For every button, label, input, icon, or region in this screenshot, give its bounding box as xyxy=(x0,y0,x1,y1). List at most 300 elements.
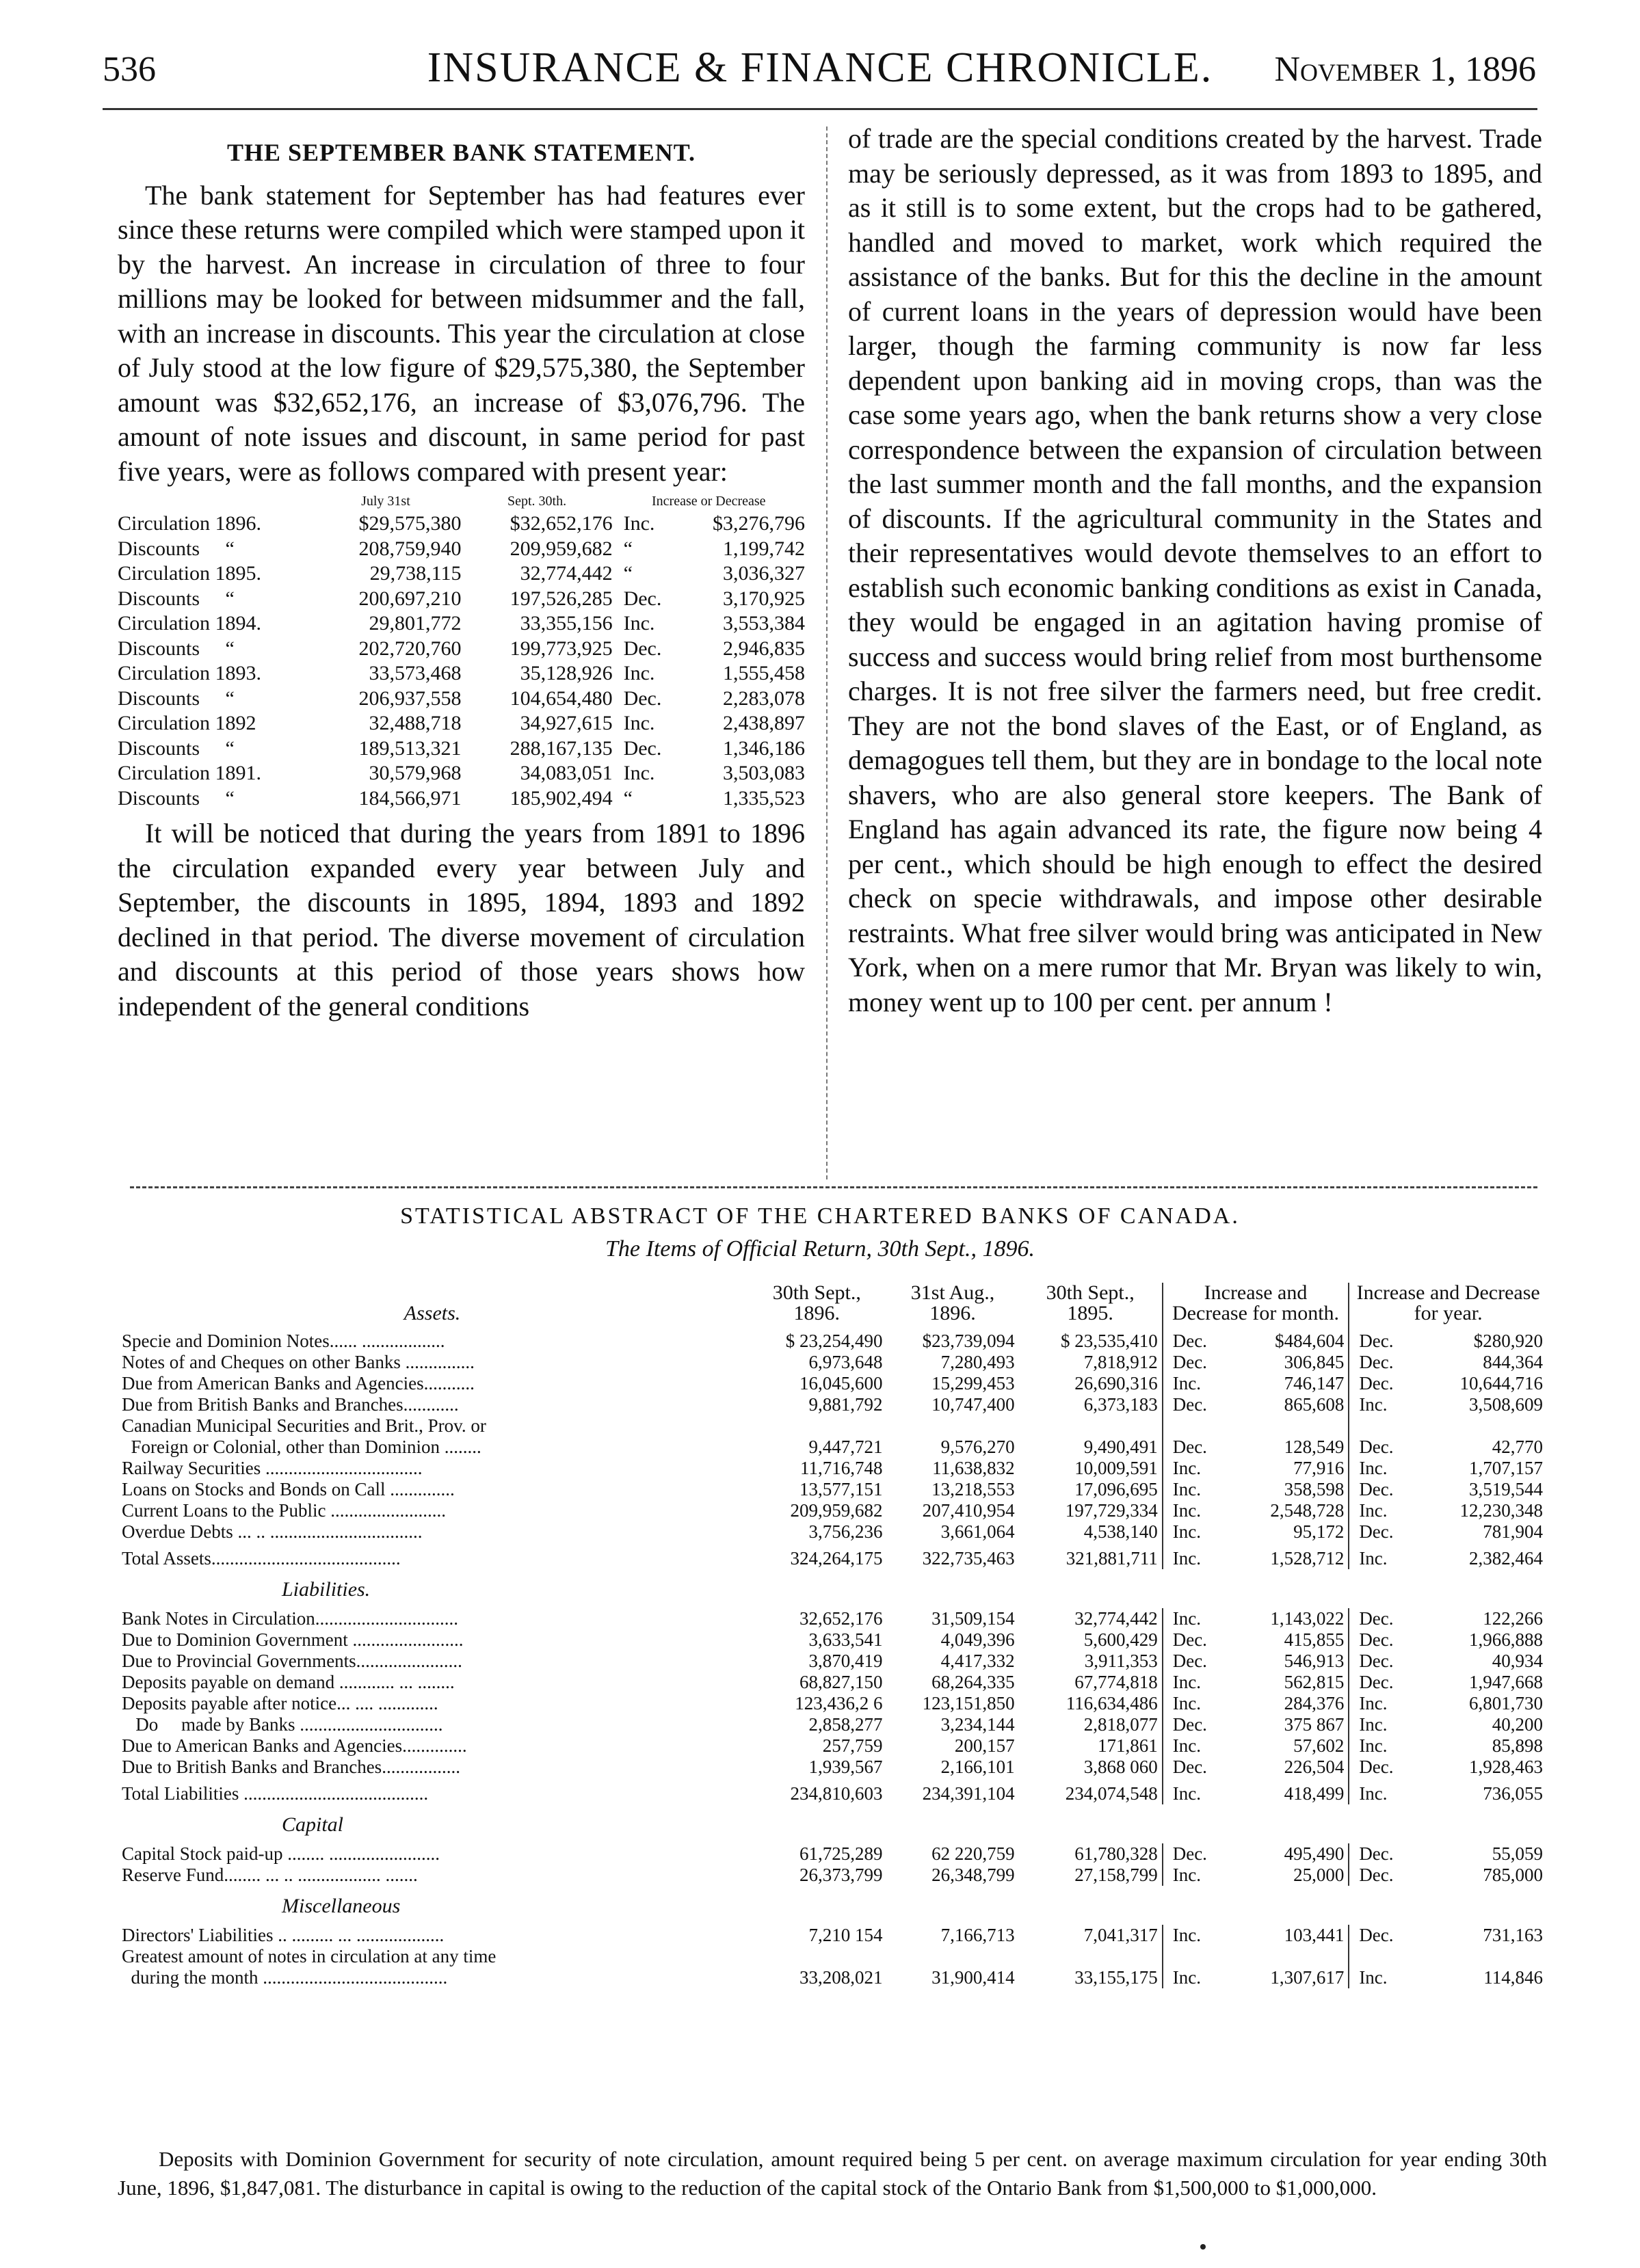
change-type: Inc. xyxy=(623,612,655,635)
change-amount: 2,283,078 xyxy=(723,686,805,710)
month-change-type: Inc. xyxy=(1172,1735,1201,1756)
value-aug-1896: 207,410,954 xyxy=(922,1500,1015,1521)
year-change-amount: 1,707,157 xyxy=(1469,1458,1543,1478)
table-row xyxy=(118,1693,1547,1714)
right-column xyxy=(848,122,1542,1019)
value-aug-1896: 11,638,832 xyxy=(932,1458,1015,1478)
year-change-type: Dec. xyxy=(1359,1331,1394,1351)
year-change-type: Dec. xyxy=(1359,1651,1394,1671)
value-1895: 32,774,442 xyxy=(1019,1608,1163,1629)
month-change-amount: 418,499 xyxy=(1225,1778,1349,1804)
july-value: 33,573,468 xyxy=(369,662,462,684)
circulation-table-body xyxy=(118,511,805,811)
value-1896: 234,810,603 xyxy=(790,1783,883,1804)
month-change-type: Dec. xyxy=(1172,1843,1207,1864)
header-rule xyxy=(103,108,1537,110)
value-1895: 26,690,316 xyxy=(1019,1373,1163,1394)
row-label: Foreign or Colonial, other than Dominion ........ xyxy=(122,1437,481,1457)
year-change-type: Dec. xyxy=(1359,1843,1394,1864)
value-aug-1896: 68,264,335 xyxy=(931,1672,1015,1692)
change-amount: 1,555,458 xyxy=(723,662,805,684)
july-value: 29,738,115 xyxy=(369,562,462,585)
value-1895: 7,041,317 xyxy=(1019,1925,1163,1946)
year-change-amount: 2,382,464 xyxy=(1469,1548,1543,1569)
month-change-type: Inc. xyxy=(1172,1548,1201,1569)
table-row xyxy=(118,1331,1547,1352)
table-row xyxy=(118,1543,1547,1569)
year-change-type: Inc. xyxy=(1359,1693,1388,1713)
value-1896 xyxy=(747,1415,886,1437)
month-change-amount xyxy=(1225,1946,1349,1967)
month-change-type xyxy=(1163,1415,1225,1437)
year-change-amount: 6,801,730 xyxy=(1469,1693,1543,1713)
assets-heading: Assets. xyxy=(404,1302,461,1324)
abstract-table-body xyxy=(118,1331,1547,1988)
month-change-type: Dec. xyxy=(1172,1651,1207,1671)
value-1896 xyxy=(747,1946,886,1967)
row-label: Railway Securities .................................. xyxy=(122,1458,423,1478)
value-aug-1896: 26,348,799 xyxy=(931,1865,1015,1885)
column-header: Increase and Decrease for month. xyxy=(1163,1283,1349,1331)
month-change-type: Dec. xyxy=(1172,1331,1207,1351)
year-change-type: Dec. xyxy=(1359,1608,1394,1629)
value-aug-1896: 7,280,493 xyxy=(940,1352,1015,1372)
year-change-type: Dec. xyxy=(1359,1629,1394,1650)
year-change-type: Dec. xyxy=(1359,1757,1394,1777)
table-row xyxy=(118,1735,1547,1757)
row-label: Deposits payable after notice... .... ............. xyxy=(122,1693,438,1713)
month-change-amount: 746,147 xyxy=(1225,1373,1349,1394)
year-change-amount: 122,266 xyxy=(1483,1608,1543,1629)
sept-value: $32,652,176 xyxy=(510,512,613,535)
month-change-amount: 2,548,728 xyxy=(1225,1500,1349,1521)
year-change-amount xyxy=(1411,1415,1547,1437)
value-1896: 26,373,799 xyxy=(799,1865,883,1885)
table-row xyxy=(118,587,805,612)
column-header: 30th Sept., 1896. xyxy=(772,1281,861,1324)
row-label: Loans on Stocks and Bonds on Call .............. xyxy=(122,1479,455,1499)
change-type: Dec. xyxy=(623,637,662,660)
value-1895: 197,729,334 xyxy=(1019,1500,1163,1521)
year-change-type xyxy=(1349,1415,1411,1437)
year-change-type: Dec. xyxy=(1359,1352,1394,1372)
value-1896: 6,973,648 xyxy=(808,1352,883,1372)
value-1895: 27,158,799 xyxy=(1019,1865,1163,1886)
year-change-type: Inc. xyxy=(1359,1458,1388,1478)
row-label: Discounts “ xyxy=(118,736,235,760)
value-1896: 3,633,541 xyxy=(808,1629,883,1650)
row-label: Bank Notes in Circulation............................... xyxy=(122,1608,458,1629)
year-change-type: Dec. xyxy=(1359,1521,1394,1542)
month-change-amount: 103,441 xyxy=(1225,1925,1349,1946)
section-heading-row xyxy=(118,1804,1547,1843)
sept-value: 35,128,926 xyxy=(520,662,613,684)
abstract-table xyxy=(118,1283,1547,1988)
month-change-amount: 57,602 xyxy=(1225,1735,1349,1757)
change-amount: 3,503,083 xyxy=(723,762,805,784)
value-1895: 5,600,429 xyxy=(1019,1629,1163,1651)
row-label: Directors' Liabilities .. ......... ... ................... xyxy=(122,1925,445,1945)
value-1895 xyxy=(1019,1946,1163,1967)
month-change-type: Dec. xyxy=(1172,1437,1207,1457)
table-row xyxy=(118,1651,1547,1672)
table-row xyxy=(118,736,805,762)
page-date: November 1, 1896 xyxy=(1274,50,1536,89)
abstract-header-row xyxy=(118,1283,1547,1331)
july-value: 189,513,321 xyxy=(358,736,462,760)
value-aug-1896: 200,157 xyxy=(954,1735,1015,1756)
change-amount: 1,335,523 xyxy=(723,786,805,810)
change-amount: 3,553,384 xyxy=(723,612,805,635)
row-label: Canadian Municipal Securities and Brit., Prov. or xyxy=(122,1415,486,1436)
value-aug-1896: 9,576,270 xyxy=(940,1437,1015,1457)
row-label: Total Assets......................................... xyxy=(122,1548,401,1569)
month-change-amount: 562,815 xyxy=(1225,1672,1349,1693)
row-label: Due from British Banks and Branches............ xyxy=(122,1394,459,1415)
value-1895: 9,490,491 xyxy=(1019,1437,1163,1458)
year-change-type xyxy=(1349,1946,1411,1967)
year-change-amount: $280,920 xyxy=(1473,1331,1543,1351)
sept-value: 199,773,925 xyxy=(510,637,613,660)
table-row xyxy=(118,611,805,637)
year-change-type: Inc. xyxy=(1359,1735,1388,1756)
value-1896: 13,577,151 xyxy=(799,1479,883,1499)
value-1895: 6,373,183 xyxy=(1019,1394,1163,1415)
change-amount: 2,438,897 xyxy=(723,712,805,734)
year-change-amount: 55,059 xyxy=(1492,1843,1543,1864)
year-change-type: Dec. xyxy=(1359,1479,1394,1499)
change-type: Inc. xyxy=(623,512,655,535)
article-paragraph: of trade are the special conditions created by the harvest. Trade may be seriously depressed, as it was from 1893 to 1895, and as it still is to some extent, but the crops had to be gathered, handled and moved to market, work which required the assistance of the banks. But for this the decline in the amount of current loans in the years of depression would have been larger, though the farming community is now far less dependent upon banking aid in moving crops, than was the case some years ago, when the bank returns show a very close correspondence between the expansion of circulation between the last summer month and the fall months, and the expansion of discounts. If the agricultural community in the States and their representatives would devote themselves to an effort to establish such economic banking conditions as exist in Canada, they would be engaged in an agitation having promise of success and success would bring relief from most burthensome charges. It is not free silver the farmers need, but free credit. They are not the bond slaves of the East, or of England, as demagogues tell them, but they are in bondage to the local note shavers, who are also general store keepers. The Bank of England has again advanced its rate, the figure now being 4 per cent., which should be high enough to effect the desired check on specie withdrawals, and impose other desirable restraints. What free silver would bring was anticipated in New York, when on a mere rumor that Mr. Bryan was likely to win, money went up to 100 per cent. per annum ! xyxy=(848,123,1542,1017)
row-label: Discounts “ xyxy=(118,587,235,610)
row-label: Do made by Banks ............................... xyxy=(122,1714,443,1735)
row-label: Specie and Dominion Notes...... .................. xyxy=(122,1331,445,1351)
july-value: $29,575,380 xyxy=(358,512,462,535)
table-row xyxy=(118,1437,1547,1458)
value-aug-1896: 123,151,850 xyxy=(922,1693,1015,1713)
table-row xyxy=(118,537,805,562)
section-heading-row xyxy=(118,1886,1547,1925)
july-value: 208,759,940 xyxy=(358,537,462,560)
month-change-amount: 77,916 xyxy=(1225,1458,1349,1479)
value-aug-1896: 31,900,414 xyxy=(931,1967,1015,1988)
section-heading: Liabilities. xyxy=(282,1578,371,1601)
change-type: Inc. xyxy=(623,712,655,734)
column-divider xyxy=(826,126,828,1179)
value-1895: 67,774,818 xyxy=(1019,1672,1163,1693)
month-change-type xyxy=(1163,1946,1225,1967)
value-1896: 123,436,2 6 xyxy=(795,1693,883,1713)
row-label: Deposits payable on demand ............ ... ........ xyxy=(122,1672,455,1692)
value-1896: 33,208,021 xyxy=(799,1967,883,1988)
table-row xyxy=(118,1373,1547,1394)
july-value: 206,937,558 xyxy=(358,686,462,710)
month-change-amount: 284,376 xyxy=(1225,1693,1349,1714)
value-1896: 209,959,682 xyxy=(790,1500,883,1521)
value-aug-1896: 13,218,553 xyxy=(931,1479,1015,1499)
change-amount: 3,170,925 xyxy=(723,587,805,610)
table-row xyxy=(118,1500,1547,1521)
change-type: “ xyxy=(623,786,633,810)
month-change-type: Inc. xyxy=(1172,1672,1201,1692)
row-label: during the month ........................................ xyxy=(122,1967,448,1988)
table-row xyxy=(118,1521,1547,1543)
month-change-amount: 1,143,022 xyxy=(1225,1608,1349,1629)
value-1896: 2,858,277 xyxy=(808,1714,883,1735)
july-value: 32,488,718 xyxy=(369,712,462,734)
year-change-type: Dec. xyxy=(1359,1373,1394,1393)
table-header-row xyxy=(118,493,805,511)
value-1896: 9,881,792 xyxy=(808,1394,883,1415)
row-label: Due to American Banks and Agencies.............. xyxy=(122,1735,467,1756)
table-row xyxy=(118,1946,1547,1967)
footnote: Deposits with Dominion Government for security of note circulation, amount required being 5 per cent. on average maximum circulation for year ending 30th June, 1896, $1,847,081. The disturbance in capital is owing to the reduction of the capital stock of the Ontario Bank from $1,500,000 to $1,000,000. xyxy=(118,2147,1547,2200)
value-aug-1896 xyxy=(887,1946,1019,1967)
table-row xyxy=(118,1458,1547,1479)
article-paragraph: The bank statement for September has had features ever since these returns were compiled which were stamped upon it by the harvest. An increase in circulation of three to four millions may be looked for between midsummer and the fall, with an increase in discounts. This year the circulation at close of July stood at the low figure of $29,575,380, the September amount was $32,652,176, an increase of $3,076,796. The amount of note issues and discount, in same period for past five years, were as follows compared with present year: xyxy=(118,179,805,487)
table-row xyxy=(118,1865,1547,1886)
month-change-type: Inc. xyxy=(1172,1479,1201,1499)
value-1896: 9,447,721 xyxy=(808,1437,883,1457)
row-label: Discounts “ xyxy=(118,686,235,710)
table-row xyxy=(118,1672,1547,1693)
value-1896: 1,939,567 xyxy=(808,1757,883,1777)
value-aug-1896: 15,299,453 xyxy=(931,1373,1015,1393)
table-row xyxy=(118,637,805,662)
change-amount: 2,946,835 xyxy=(723,637,805,660)
month-change-type: Inc. xyxy=(1172,1783,1201,1804)
month-change-amount: 495,490 xyxy=(1225,1843,1349,1865)
value-1895: 61,780,328 xyxy=(1019,1843,1163,1865)
month-change-amount: 865,608 xyxy=(1225,1394,1349,1415)
printer-dot xyxy=(1200,2244,1206,2250)
change-type: Inc. xyxy=(623,762,655,784)
column-header: Increase and Decrease for year. xyxy=(1356,1281,1540,1324)
year-change-amount: 736,055 xyxy=(1483,1783,1543,1804)
value-1896: 324,264,175 xyxy=(790,1548,883,1569)
row-label: Greatest amount of notes in circulation at any time xyxy=(122,1946,497,1966)
value-1895 xyxy=(1019,1415,1163,1437)
value-1896: 32,652,176 xyxy=(799,1608,883,1629)
year-change-amount: 85,898 xyxy=(1492,1735,1543,1756)
year-change-amount: 114,846 xyxy=(1483,1967,1543,1988)
change-type: “ xyxy=(623,537,633,560)
row-label: Due from American Banks and Agencies........... xyxy=(122,1373,475,1393)
month-change-type: Dec. xyxy=(1172,1757,1207,1777)
value-1895: 17,096,695 xyxy=(1019,1479,1163,1500)
value-1896: 257,759 xyxy=(822,1735,883,1756)
month-change-amount: 95,172 xyxy=(1225,1521,1349,1543)
value-1896: 7,210 154 xyxy=(808,1925,883,1945)
table-row xyxy=(118,686,805,712)
table-row xyxy=(118,1843,1547,1865)
article-paragraph: It will be noticed that during the years from 1891 to 1896 the circulation expanded every year between July and September, the discounts in 1895, 1894, 1893 and 1892 declined in that period. The diverse movement of circulation and discounts at this period of those years shows how independent of the general conditions xyxy=(118,818,805,1022)
table-header xyxy=(118,493,310,511)
month-change-type: Inc. xyxy=(1172,1500,1201,1521)
month-change-type: Inc. xyxy=(1172,1925,1201,1945)
table-row xyxy=(118,1394,1547,1415)
year-change-type: Dec. xyxy=(1359,1672,1394,1692)
july-value: 200,697,210 xyxy=(358,587,462,610)
year-change-amount: 1,966,888 xyxy=(1469,1629,1543,1650)
month-change-type: Inc. xyxy=(1172,1865,1201,1885)
row-label: Discounts “ xyxy=(118,786,235,810)
change-amount: $3,276,796 xyxy=(713,512,805,535)
row-label: Due to Provincial Governments....................... xyxy=(122,1651,462,1671)
masthead: INSURANCE & FINANCE CHRONICLE. xyxy=(427,44,1213,91)
year-change-amount: 1,947,668 xyxy=(1469,1672,1543,1692)
value-1895: 171,861 xyxy=(1019,1735,1163,1757)
value-1895: 2,818,077 xyxy=(1019,1714,1163,1735)
page-number: 536 xyxy=(103,50,156,89)
value-aug-1896: 10,747,400 xyxy=(931,1394,1015,1415)
change-type: Dec. xyxy=(623,587,662,610)
row-label: Current Loans to the Public ......................... xyxy=(122,1500,446,1521)
table-header: Sept. 30th. xyxy=(507,494,567,509)
value-aug-1896: 31,509,154 xyxy=(931,1608,1015,1629)
sept-value: 33,355,156 xyxy=(520,612,613,635)
year-change-amount: 781,904 xyxy=(1483,1521,1543,1542)
value-1895: 4,538,140 xyxy=(1019,1521,1163,1543)
change-type: “ xyxy=(623,562,633,585)
value-1895: 234,074,548 xyxy=(1019,1778,1163,1804)
section-heading: Capital xyxy=(282,1813,344,1836)
row-label: Circulation 1891. xyxy=(118,762,261,784)
row-label: Reserve Fund........ ... .. .................. ....... xyxy=(122,1865,418,1885)
month-change-type: Dec. xyxy=(1172,1352,1207,1372)
month-change-type: Inc. xyxy=(1172,1521,1201,1542)
value-aug-1896: 4,417,332 xyxy=(940,1651,1015,1671)
month-change-type: Inc. xyxy=(1172,1693,1201,1713)
year-change-amount: 844,364 xyxy=(1483,1352,1543,1372)
left-column xyxy=(118,122,805,1024)
abstract-title: STATISTICAL ABSTRACT OF THE CHARTERED BANKS OF CANADA. xyxy=(400,1203,1240,1229)
row-label: Due to British Banks and Branches................. xyxy=(122,1757,460,1777)
value-aug-1896: 3,234,144 xyxy=(940,1714,1015,1735)
sept-value: 185,902,494 xyxy=(510,786,613,810)
row-label: Discounts “ xyxy=(118,537,235,560)
month-change-amount: 358,598 xyxy=(1225,1479,1349,1500)
value-1895: 33,155,175 xyxy=(1019,1967,1163,1988)
value-aug-1896: 2,166,101 xyxy=(940,1757,1015,1777)
row-label: Circulation 1892 xyxy=(118,712,256,734)
month-change-type: Inc. xyxy=(1172,1608,1201,1629)
month-change-amount: 375 867 xyxy=(1225,1714,1349,1735)
value-1896: 3,756,236 xyxy=(808,1521,883,1542)
column-header: 30th Sept., 1895. xyxy=(1019,1283,1163,1331)
month-change-amount: 415,855 xyxy=(1225,1629,1349,1651)
row-label: Circulation 1894. xyxy=(118,612,261,635)
july-value: 184,566,971 xyxy=(358,786,462,810)
july-value: 29,801,772 xyxy=(369,612,462,635)
year-change-amount: 12,230,348 xyxy=(1459,1500,1543,1521)
year-change-amount: 3,508,609 xyxy=(1469,1394,1543,1415)
year-change-amount: 10,644,716 xyxy=(1459,1373,1543,1393)
year-change-type: Dec. xyxy=(1359,1437,1394,1457)
year-change-amount: 731,163 xyxy=(1483,1925,1543,1945)
month-change-type: Dec. xyxy=(1172,1629,1207,1650)
table-row xyxy=(118,661,805,686)
row-label: Circulation 1893. xyxy=(118,662,261,684)
value-1895: $ 23,535,410 xyxy=(1019,1331,1163,1352)
sept-value: 288,167,135 xyxy=(510,736,613,760)
month-change-type: Inc. xyxy=(1172,1373,1201,1393)
table-row xyxy=(118,1415,1547,1437)
table-row xyxy=(118,786,805,812)
month-change-amount: $484,604 xyxy=(1225,1331,1349,1352)
year-change-amount: 40,200 xyxy=(1492,1714,1543,1735)
month-change-amount: 128,549 xyxy=(1225,1437,1349,1458)
value-1895: 7,818,912 xyxy=(1019,1352,1163,1373)
change-amount: 1,199,742 xyxy=(723,537,805,560)
value-aug-1896: $23,739,094 xyxy=(922,1331,1015,1351)
value-aug-1896: 62 220,759 xyxy=(931,1843,1015,1864)
year-change-amount: 40,934 xyxy=(1492,1651,1543,1671)
value-aug-1896: 322,735,463 xyxy=(922,1548,1015,1569)
row-label: Circulation 1895. xyxy=(118,562,261,585)
sept-value: 34,083,051 xyxy=(520,762,613,784)
year-change-type: Inc. xyxy=(1359,1714,1388,1735)
year-change-amount xyxy=(1411,1946,1547,1967)
section-heading: Miscellaneous xyxy=(282,1895,401,1917)
value-aug-1896: 234,391,104 xyxy=(922,1783,1015,1804)
july-value: 30,579,968 xyxy=(369,762,462,784)
value-1896: 68,827,150 xyxy=(799,1672,883,1692)
year-change-amount: 1,928,463 xyxy=(1469,1757,1543,1777)
value-1895: 3,911,353 xyxy=(1019,1651,1163,1672)
month-change-type: Dec. xyxy=(1172,1714,1207,1735)
year-change-amount: 42,770 xyxy=(1492,1437,1543,1457)
year-change-type: Dec. xyxy=(1359,1865,1394,1885)
change-type: Inc. xyxy=(623,662,655,684)
table-row xyxy=(118,1352,1547,1373)
section-heading-row xyxy=(118,1569,1547,1608)
row-label: Total Liabilities ........................................ xyxy=(122,1783,429,1804)
change-type: Dec. xyxy=(623,686,662,710)
table-row xyxy=(118,1714,1547,1735)
table-row xyxy=(118,511,805,537)
value-aug-1896: 4,049,396 xyxy=(940,1629,1015,1650)
value-1896: 16,045,600 xyxy=(799,1373,883,1393)
value-1895: 116,634,486 xyxy=(1019,1693,1163,1714)
value-1895: 321,881,711 xyxy=(1019,1543,1163,1569)
month-change-amount: 1,307,617 xyxy=(1225,1967,1349,1988)
month-change-amount xyxy=(1225,1415,1349,1437)
table-header: Increase or Decrease xyxy=(652,494,766,509)
table-row xyxy=(118,1925,1547,1946)
month-change-type: Inc. xyxy=(1172,1967,1201,1988)
value-aug-1896 xyxy=(887,1415,1019,1437)
row-label: Discounts “ xyxy=(118,637,235,660)
value-aug-1896: 7,166,713 xyxy=(940,1925,1015,1945)
circulation-table xyxy=(118,493,805,811)
sept-value: 209,959,682 xyxy=(510,537,613,560)
month-change-amount: 1,528,712 xyxy=(1225,1543,1349,1569)
year-change-type: Inc. xyxy=(1359,1548,1388,1569)
sept-value: 197,526,285 xyxy=(510,587,613,610)
month-change-amount: 226,504 xyxy=(1225,1757,1349,1778)
table-row xyxy=(118,1608,1547,1629)
year-change-type: Inc. xyxy=(1359,1394,1388,1415)
row-label: Overdue Debts ... .. ................................. xyxy=(122,1521,423,1542)
value-1896: 3,870,419 xyxy=(808,1651,883,1671)
month-change-amount: 25,000 xyxy=(1225,1865,1349,1886)
table-row xyxy=(118,711,805,736)
change-amount: 3,036,327 xyxy=(723,562,805,585)
section-rule xyxy=(130,1186,1537,1188)
year-change-type: Inc. xyxy=(1359,1783,1388,1804)
row-label: Notes of and Cheques on other Banks ............... xyxy=(122,1352,475,1372)
